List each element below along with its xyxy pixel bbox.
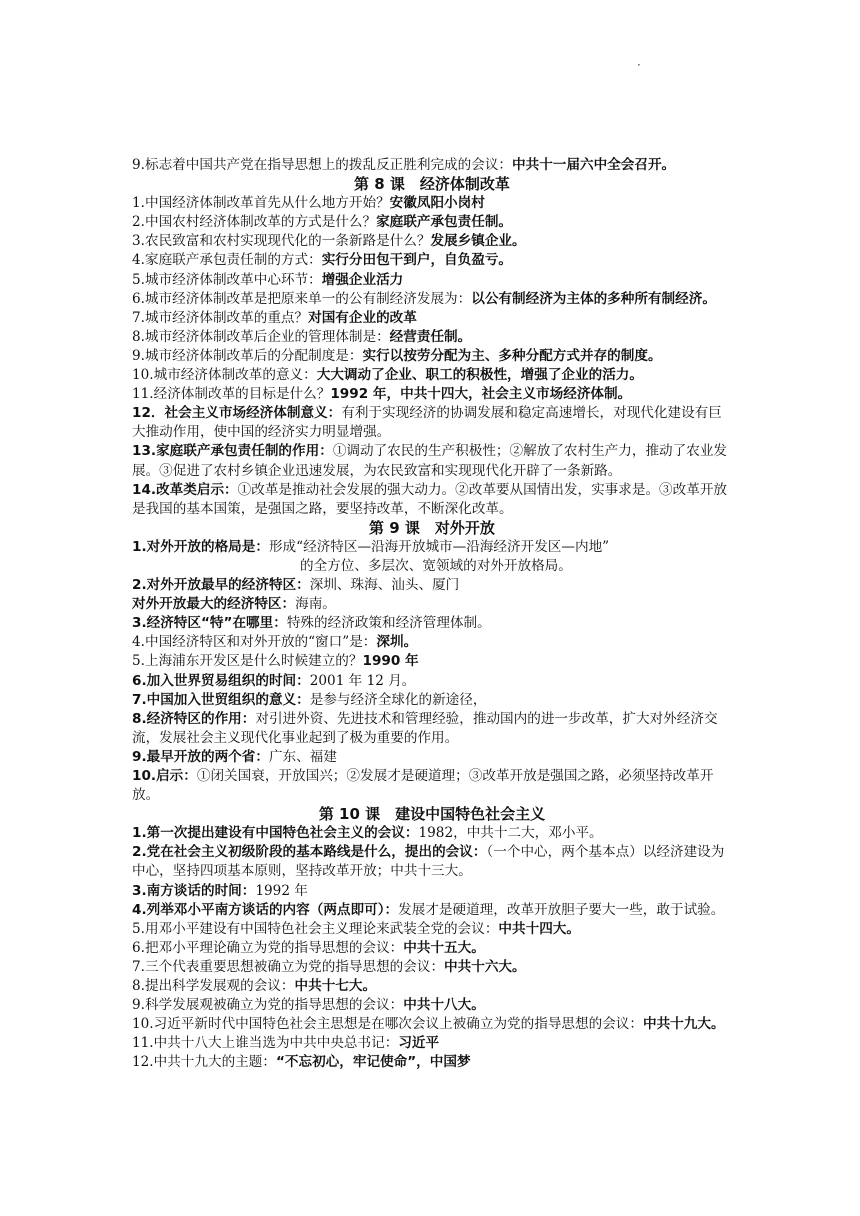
item-question: 提出科学发展观的会议： (144, 978, 295, 995)
item-answer: 中共十九大。 (643, 1016, 725, 1033)
item-answer: 有利于实现经济的协调发展和稳定高速增长，对现代化建设有巨大推动作用，使中国的经济实力明显增强。 (132, 405, 722, 441)
item-answer: 深圳、珠海、汕头、厦门 (309, 577, 460, 594)
note-item (132, 385, 732, 404)
item-question: 对外开放的格局是： (146, 538, 269, 555)
note-item (132, 271, 732, 290)
item-answer: 以公有制经济为主体的多种所有制经济。 (471, 290, 716, 307)
item-number: 9. (132, 748, 147, 765)
item-answer: 习近平 (398, 1035, 440, 1052)
item-answer: 中共十八大。 (403, 997, 485, 1014)
item-question: 中共十九大的主题： (153, 1054, 276, 1071)
note-item (132, 996, 732, 1015)
item-answer: 大大调动了企业、职工的积极性，增强了企业的活力。 (316, 367, 643, 384)
item-question: 对外开放最早的经济特区： (146, 577, 310, 594)
item-question: 农民致富和农村实现现代化的一条新路是什么？ (144, 233, 431, 250)
note-item (132, 939, 732, 958)
item-question: 经济体制改革的目标是什么？ (153, 386, 331, 403)
item-question: 经济特区“特”在哪里： (146, 615, 287, 632)
item-answer: 中共十五大。 (403, 939, 485, 956)
item-question: 用邓小平建设有中国特色社会主义理论来武装全党的会议： (144, 920, 499, 937)
item-number: 7. (132, 309, 145, 326)
item-answer: ①闭关国衰，开放国兴；②发展才是硬道理；③改革开放是强国之路，必须坚持改革开放。 (132, 768, 714, 804)
item-question: 加入世界贸易组织的时间： (146, 672, 310, 689)
item-number: 1. (132, 538, 147, 555)
item-question: 标志着中国共产党在指导思想上的拨乱反正胜利完成的会议： (144, 157, 513, 173)
item-question: 城市经济体制改革后企业的管理体制是： (144, 328, 390, 345)
item-answer: 中共十六大。 (444, 958, 526, 975)
item-number: 2. (132, 214, 145, 231)
item-answer: 1990 年 (362, 653, 419, 670)
item-number: 12. (132, 1054, 154, 1071)
note-item (132, 251, 732, 270)
item-number: 6. (132, 290, 145, 307)
item-number: 6. (132, 939, 145, 956)
item-answer: 家庭联产承包责任制。 (376, 214, 513, 231)
note-item (132, 328, 732, 347)
note-item (132, 767, 732, 805)
item-question: 经济特区的作用： (146, 710, 256, 727)
note-item (132, 290, 732, 309)
note-item (132, 404, 732, 442)
item-question: 列举邓小平南方谈话的内容（两点即可）： (146, 901, 399, 918)
item-question: 城市经济体制改革是把原来单一的公有制经济发展为： (144, 290, 472, 307)
item-question: 上海浦东开发区是什么时候建立的？ (144, 653, 363, 670)
item-question: 科学发展观被确立为党的指导思想的会议： (144, 997, 404, 1014)
item-number: 11. (132, 1035, 154, 1052)
note-item (132, 748, 732, 767)
item-answer: “不忘初心，牢记使命”，中国梦 (275, 1054, 471, 1071)
item-number: 13. (132, 443, 157, 460)
item-number: 5. (132, 271, 145, 288)
item-question: 对外开放最大的经济特区： (132, 596, 296, 613)
lesson-heading: 第 10 课 建设中国特色社会主义 (318, 805, 546, 824)
note-item (132, 920, 732, 939)
item-number: 11. (132, 386, 154, 403)
notes-body (132, 156, 732, 1073)
item-number: 4. (132, 901, 147, 918)
item-number: 3. (132, 615, 147, 632)
item-answer: 1992 年，中共十四大，社会主义市场经济体制。 (330, 386, 632, 403)
note-item (132, 1034, 732, 1053)
item-number: 14. (132, 481, 157, 498)
note-item (132, 481, 732, 519)
item-number: 1. (132, 195, 145, 212)
item-answer: 中共十四大。 (498, 920, 580, 937)
note-item (132, 901, 732, 920)
note-item (132, 194, 732, 213)
item-question: 城市经济体制改革的意义： (153, 367, 317, 384)
note-item (132, 882, 732, 901)
item-question: 城市经济体制改革中心环节： (144, 271, 322, 288)
note-item (132, 1053, 732, 1072)
item-answer: 是参与经济全球化的新途径， (309, 691, 487, 708)
item-answer: （一个中心，两个基本点）以经济建设为中心，坚持四项基本原则，坚持改革开放；中共十三大。 (132, 844, 725, 880)
item-answer: 经营责任制。 (389, 328, 472, 345)
note-item (132, 652, 732, 671)
item-number: 10. (132, 1016, 154, 1033)
item-question: 家庭联产承包责任制的作用： (156, 443, 333, 460)
note-item (132, 843, 732, 881)
item-question: 中国经济体制改革首先从什么地方开始？ (144, 195, 390, 212)
item-question: 城市经济体制改革后的分配制度是： (144, 347, 363, 364)
note-item (132, 213, 732, 232)
item-answer: ①调动了农民的生产积极性；②解放了农村生产力，推动了农业发展。③促进了农村乡镇企业迅速发展，为农民致富和实现现代化开辟了一条新路。 (132, 443, 728, 479)
item-question: 家庭联产承包责任制的方式： (144, 252, 322, 269)
item-question: 第一次提出建设有中国特色社会主义的会议： (146, 825, 419, 842)
item-number: 3. (132, 882, 147, 899)
item-number: 10. (132, 768, 157, 784)
lesson-heading: 第 9 课 对外开放 (369, 518, 495, 537)
item-answer: 形成“经济特区—沿海开放城市—沿海经济开发区—内地” (268, 538, 610, 555)
item-number: 10. (132, 367, 154, 384)
note-item (132, 958, 732, 977)
item-number: 8. (132, 710, 147, 727)
item-question: 最早开放的两个省： (146, 748, 269, 765)
item-answer: 发展乡镇企业。 (430, 233, 526, 250)
item-number: 9. (132, 157, 145, 173)
item-number: 9. (132, 347, 145, 364)
item-number: 5. (132, 920, 145, 937)
note-item (132, 156, 732, 175)
item-question: 中国经济特区和对外开放的“窗口”是： (144, 634, 377, 651)
item-answer: 中共十一届六中全会召开。 (512, 157, 676, 173)
item-answer: 1992 年 (255, 882, 308, 899)
item-number: 9. (132, 997, 145, 1014)
item-number: 8. (132, 328, 145, 345)
item-question: 习近平新时代中国特色社会主思想是在哪次会议上被确立为党的指导思想的会议： (153, 1016, 643, 1033)
item-question: 社会主义市场经济体制意义： (164, 405, 342, 422)
note-item (132, 538, 732, 557)
item-number: 1. (132, 825, 147, 842)
item-question: 南方谈话的时间： (146, 882, 256, 899)
item-question: 三个代表重要思想被确立为党的指导思想的会议： (144, 958, 445, 975)
item-answer: 对国有企业的改革 (308, 309, 417, 326)
item-answer: 中共十七大。 (294, 978, 377, 995)
item-number: 3. (132, 233, 145, 250)
note-item (132, 824, 732, 843)
item-question: 中国农村经济体制改革的方式是什么？ (144, 214, 377, 231)
item-question: 启示： (156, 768, 197, 784)
note-item (132, 1015, 732, 1034)
item-number: 6. (132, 672, 147, 689)
note-item (132, 576, 732, 595)
item-question: 把邓小平理论确立为党的指导思想的会议： (144, 939, 404, 956)
note-item (132, 309, 732, 328)
item-answer: 深圳。 (376, 634, 418, 651)
item-number: 4. (132, 252, 145, 269)
item-answer: 1982，中共十二大，邓小平。 (418, 825, 603, 842)
continued-line: 的全方位、多层次、宽领域的对外开放格局。 (300, 557, 572, 574)
lesson-heading: 第 8 课 经济体制改革 (354, 175, 510, 194)
item-question: 城市经济体制改革的重点？ (144, 309, 309, 326)
note-item (132, 672, 732, 691)
item-answer: 对引进外资、先进技术和管理经验，推动国内的进一步改革，扩大对外经济交流，发展社会主义现代化事业起到了极为重要的作用。 (132, 710, 718, 746)
note-item (132, 232, 732, 251)
item-number: 7. (132, 691, 147, 708)
note-item (132, 442, 732, 480)
note-item (132, 710, 732, 748)
item-answer: 增强企业活力 (321, 271, 404, 288)
item-answer: 海南。 (295, 596, 336, 613)
item-answer: 特殊的经济政策和经济管理体制。 (286, 615, 491, 632)
item-answer: ①改革是推动社会发展的强大动力。②改革要从国情出发，实事求是。③改革开放是我国的基本国策，是强国之路，要坚持改革，不断深化改革。 (132, 481, 728, 517)
item-answer: 实行分田包干到户，自负盈亏。 (321, 252, 513, 269)
item-answer: 发展才是硬道理，改革开放胆子要大一些，敢于试验。 (398, 901, 725, 918)
note-item (132, 977, 732, 996)
item-question: 中共十八大上谁当选为中共中央总书记： (153, 1035, 399, 1052)
page-marker-dot: · (637, 58, 641, 72)
item-number: 5. (132, 653, 145, 670)
note-item (132, 595, 732, 614)
item-question: 党在社会主义初级阶段的基本路线是什么，提出的会议： (146, 844, 487, 861)
item-answer: 安徽凤阳小岗村 (389, 195, 485, 212)
item-number: 2. (132, 844, 147, 861)
item-number: 8. (132, 978, 145, 995)
item-number: 4. (132, 634, 145, 651)
item-answer: 广东、福建 (268, 748, 337, 765)
item-number: 7. (132, 958, 145, 975)
note-item (132, 691, 732, 710)
note-item (132, 366, 732, 385)
item-answer: 实行以按劳分配为主、多种分配方式并存的制度。 (362, 347, 662, 364)
note-item (132, 614, 732, 633)
item-question: 中国加入世贸组织的意义： (146, 691, 310, 708)
item-number: 2. (132, 577, 147, 594)
note-item (132, 633, 732, 652)
item-number: 12． (132, 405, 165, 422)
note-item (132, 347, 732, 366)
item-answer: 2001 年 12 月。 (309, 672, 416, 689)
item-question: 改革类启示： (156, 481, 238, 498)
